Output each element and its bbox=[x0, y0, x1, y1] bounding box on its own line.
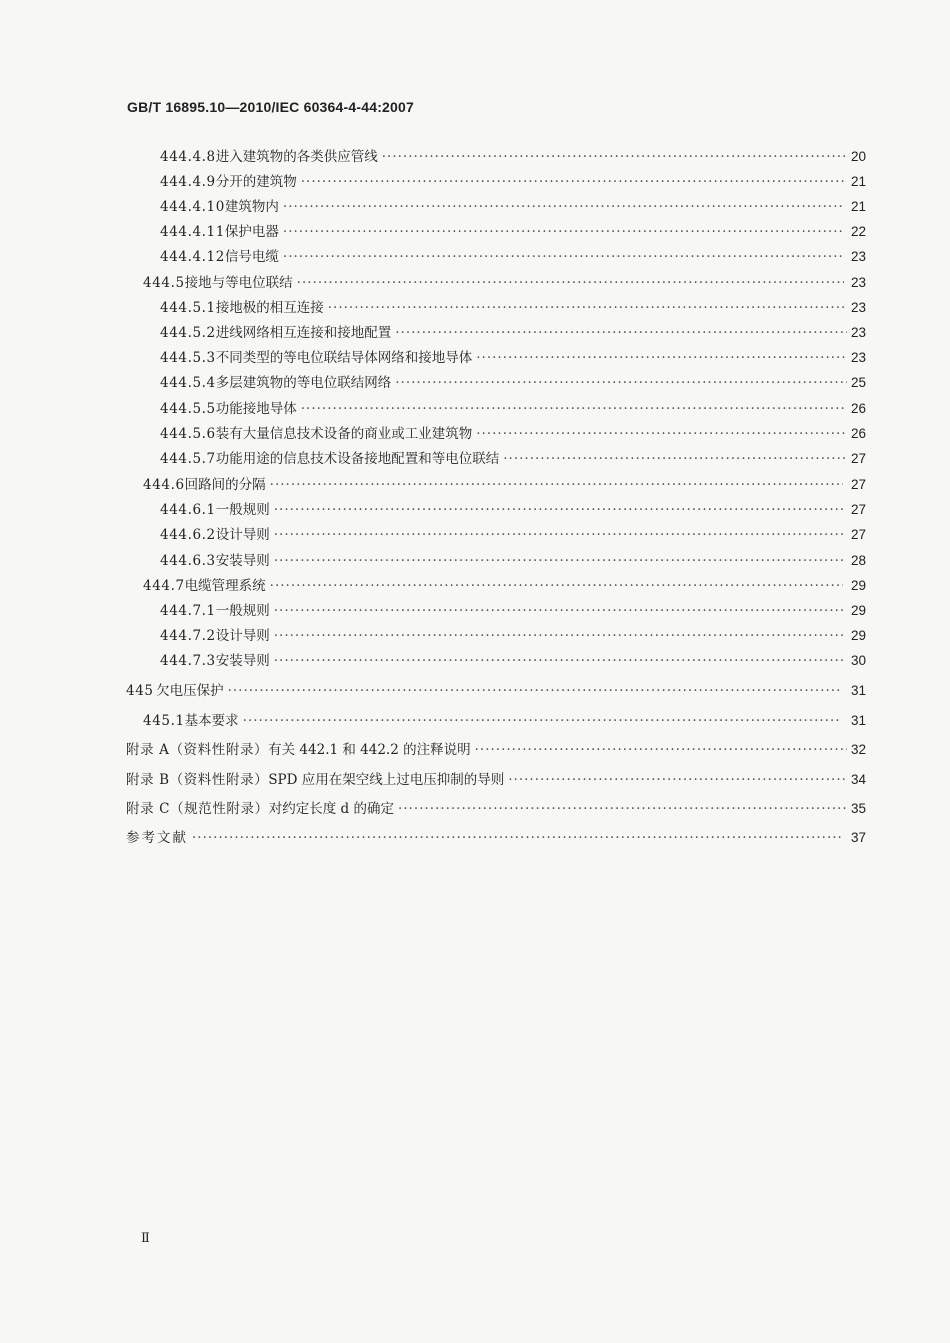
toc-entry[interactable] bbox=[160, 324, 866, 342]
toc-number: 444.5.6 bbox=[160, 426, 216, 442]
page-number-footer: Ⅱ bbox=[141, 1231, 149, 1246]
toc-entry[interactable] bbox=[160, 501, 866, 519]
toc-page: 29 bbox=[850, 603, 866, 618]
toc-number: 444.7 bbox=[143, 578, 185, 594]
toc-page: 32 bbox=[850, 742, 866, 757]
toc-leader bbox=[395, 374, 847, 392]
toc-leader bbox=[476, 349, 847, 367]
toc-title: 安装导则 bbox=[215, 653, 270, 669]
toc-entry[interactable] bbox=[126, 829, 866, 847]
toc-number: 444.5.4 bbox=[160, 375, 216, 391]
toc-leader bbox=[270, 577, 844, 595]
toc-number: 444.4.11 bbox=[160, 224, 225, 240]
toc-title: 接地极的相互连接 bbox=[215, 300, 324, 316]
toc-entry[interactable] bbox=[160, 627, 866, 645]
toc-leader bbox=[228, 682, 842, 700]
toc-leader bbox=[398, 800, 847, 818]
toc-title: 功能接地导体 bbox=[215, 401, 297, 417]
toc-title: 接地与等电位联结 bbox=[184, 275, 293, 291]
toc-title: 设计导则 bbox=[215, 628, 270, 644]
toc-leader bbox=[476, 425, 847, 443]
toc-leader bbox=[274, 526, 844, 544]
toc-number: 444.5.7 bbox=[160, 451, 216, 467]
toc-title: 建筑物内 bbox=[224, 199, 279, 215]
toc-page: 29 bbox=[850, 628, 866, 643]
toc-title: 进线网络相互连接和接地配置 bbox=[215, 325, 392, 341]
toc-leader bbox=[301, 400, 845, 418]
toc-page: 27 bbox=[850, 451, 866, 466]
toc-page: 30 bbox=[850, 653, 866, 668]
toc-page: 27 bbox=[850, 502, 866, 517]
toc-page: 25 bbox=[850, 375, 866, 390]
toc-number: 444.5.1 bbox=[160, 300, 216, 316]
toc-entry[interactable] bbox=[160, 552, 866, 570]
toc-number: 444.4.12 bbox=[160, 249, 225, 265]
toc-title: 安装导则 bbox=[215, 553, 270, 569]
toc-page: 23 bbox=[850, 249, 866, 264]
toc-number: 444.4.10 bbox=[160, 199, 225, 215]
toc-title: 对约定长度 d 的确定 bbox=[268, 801, 394, 817]
toc-number: 444.7.1 bbox=[160, 603, 216, 619]
toc-title: 设计导则 bbox=[215, 527, 270, 543]
document-header: GB/T 16895.10—2010/IEC 60364-4-44:2007 bbox=[127, 99, 415, 115]
toc-page: 35 bbox=[850, 801, 866, 816]
toc-entry[interactable] bbox=[160, 148, 866, 166]
toc-leader bbox=[395, 324, 847, 342]
toc-page: 34 bbox=[850, 772, 866, 787]
toc-leader bbox=[274, 501, 844, 519]
toc-number: 444.5.3 bbox=[160, 350, 216, 366]
toc-entry[interactable] bbox=[143, 476, 866, 494]
toc-leader bbox=[283, 248, 844, 266]
toc-number: 444.5.5 bbox=[160, 401, 216, 417]
toc-title: 不同类型的等电位联结导体网络和接地导体 bbox=[215, 350, 473, 366]
toc-page: 23 bbox=[850, 275, 866, 290]
toc-page: 20 bbox=[850, 149, 866, 164]
toc-title: 保护电器 bbox=[224, 224, 279, 240]
toc-title: 多层建筑物的等电位联结网络 bbox=[215, 375, 392, 391]
toc-entry[interactable] bbox=[160, 374, 866, 392]
toc-leader bbox=[274, 602, 844, 620]
toc-title: 进入建筑物的各类供应管线 bbox=[215, 149, 378, 165]
toc-leader bbox=[192, 829, 841, 847]
toc-entry[interactable] bbox=[160, 349, 866, 367]
toc-leader bbox=[283, 198, 844, 216]
toc-title: 欠电压保护 bbox=[156, 683, 224, 699]
toc-page: 26 bbox=[850, 426, 866, 441]
toc-title: 一般规则 bbox=[215, 603, 270, 619]
toc-title: 功能用途的信息技术设备接地配置和等电位联结 bbox=[215, 451, 500, 467]
toc-number: 445.1 bbox=[143, 713, 185, 729]
toc-page: 26 bbox=[850, 401, 866, 416]
toc-title: 一般规则 bbox=[215, 502, 270, 518]
toc-leader bbox=[382, 148, 847, 166]
toc-number: 444.6 bbox=[143, 477, 185, 493]
toc-page: 21 bbox=[850, 174, 866, 189]
toc-entry[interactable] bbox=[160, 173, 866, 191]
toc-leader bbox=[475, 741, 847, 759]
toc-title: 基本要求 bbox=[184, 713, 239, 729]
toc-title: 电缆管理系统 bbox=[184, 578, 266, 594]
toc-entry[interactable] bbox=[160, 223, 866, 241]
toc-leader bbox=[508, 771, 847, 789]
toc-entry[interactable] bbox=[160, 198, 866, 216]
toc-number: 444.6.3 bbox=[160, 553, 216, 569]
toc-page: 23 bbox=[850, 300, 866, 315]
toc-leader bbox=[274, 552, 844, 570]
toc-leader bbox=[270, 476, 844, 494]
toc-number: 444.6.1 bbox=[160, 502, 216, 518]
toc-leader bbox=[243, 712, 843, 730]
toc-entry[interactable] bbox=[160, 602, 866, 620]
toc-number: 444.7.2 bbox=[160, 628, 216, 644]
toc-number: 444.6.2 bbox=[160, 527, 216, 543]
toc-title: 回路间的分隔 bbox=[184, 477, 266, 493]
toc-leader bbox=[503, 450, 847, 468]
toc-number: 附录 C（规范性附录） bbox=[126, 801, 269, 817]
toc-entry[interactable] bbox=[143, 712, 866, 730]
toc-page: 21 bbox=[850, 199, 866, 214]
toc-number: 444.4.8 bbox=[160, 149, 216, 165]
toc-entry[interactable] bbox=[160, 652, 866, 670]
toc-leader bbox=[297, 274, 844, 292]
toc-page: 27 bbox=[850, 527, 866, 542]
toc-leader bbox=[328, 299, 845, 317]
toc-entry[interactable] bbox=[160, 526, 866, 544]
toc-entry[interactable] bbox=[126, 741, 866, 759]
toc-entry[interactable] bbox=[143, 577, 866, 595]
toc-page: 22 bbox=[850, 224, 866, 239]
toc-title: SPD 应用在架空线上过电压抑制的导则 bbox=[268, 772, 505, 788]
toc-leader bbox=[283, 223, 844, 241]
toc-title: 有关 442.1 和 442.2 的注释说明 bbox=[268, 742, 471, 758]
toc-entry[interactable] bbox=[126, 800, 866, 818]
toc-number: 附录 B（资料性附录） bbox=[126, 772, 269, 788]
toc-number: 附录 A（资料性附录） bbox=[126, 742, 269, 758]
toc-title: 信号电缆 bbox=[224, 249, 279, 265]
toc-number: 445 bbox=[126, 683, 154, 699]
toc-entry[interactable] bbox=[126, 682, 866, 700]
toc-page: 27 bbox=[850, 477, 866, 492]
toc-page: 29 bbox=[850, 578, 866, 593]
toc-entry[interactable] bbox=[160, 425, 866, 443]
toc-page: 37 bbox=[850, 830, 866, 845]
toc-entry[interactable] bbox=[160, 248, 866, 266]
toc-number: 444.4.9 bbox=[160, 174, 216, 190]
toc-entry[interactable] bbox=[143, 274, 866, 292]
toc-leader bbox=[301, 173, 845, 191]
toc-title: 装有大量信息技术设备的商业或工业建筑物 bbox=[215, 426, 473, 442]
toc-number: 参考文献 bbox=[126, 830, 188, 846]
toc-title: 分开的建筑物 bbox=[215, 174, 297, 190]
toc-page: 23 bbox=[850, 350, 866, 365]
toc-number: 444.7.3 bbox=[160, 653, 216, 669]
toc-page: 28 bbox=[850, 553, 866, 568]
toc-number: 444.5.2 bbox=[160, 325, 216, 341]
toc-entry[interactable] bbox=[126, 771, 866, 789]
toc-page: 31 bbox=[850, 683, 866, 698]
toc-number: 444.5 bbox=[143, 275, 185, 291]
toc-entry[interactable] bbox=[160, 400, 866, 418]
toc-entry[interactable] bbox=[160, 299, 866, 317]
toc-page: 31 bbox=[850, 713, 866, 728]
toc-leader bbox=[274, 652, 844, 670]
toc-leader bbox=[274, 627, 844, 645]
toc-entry[interactable] bbox=[160, 450, 866, 468]
toc-page: 23 bbox=[850, 325, 866, 340]
